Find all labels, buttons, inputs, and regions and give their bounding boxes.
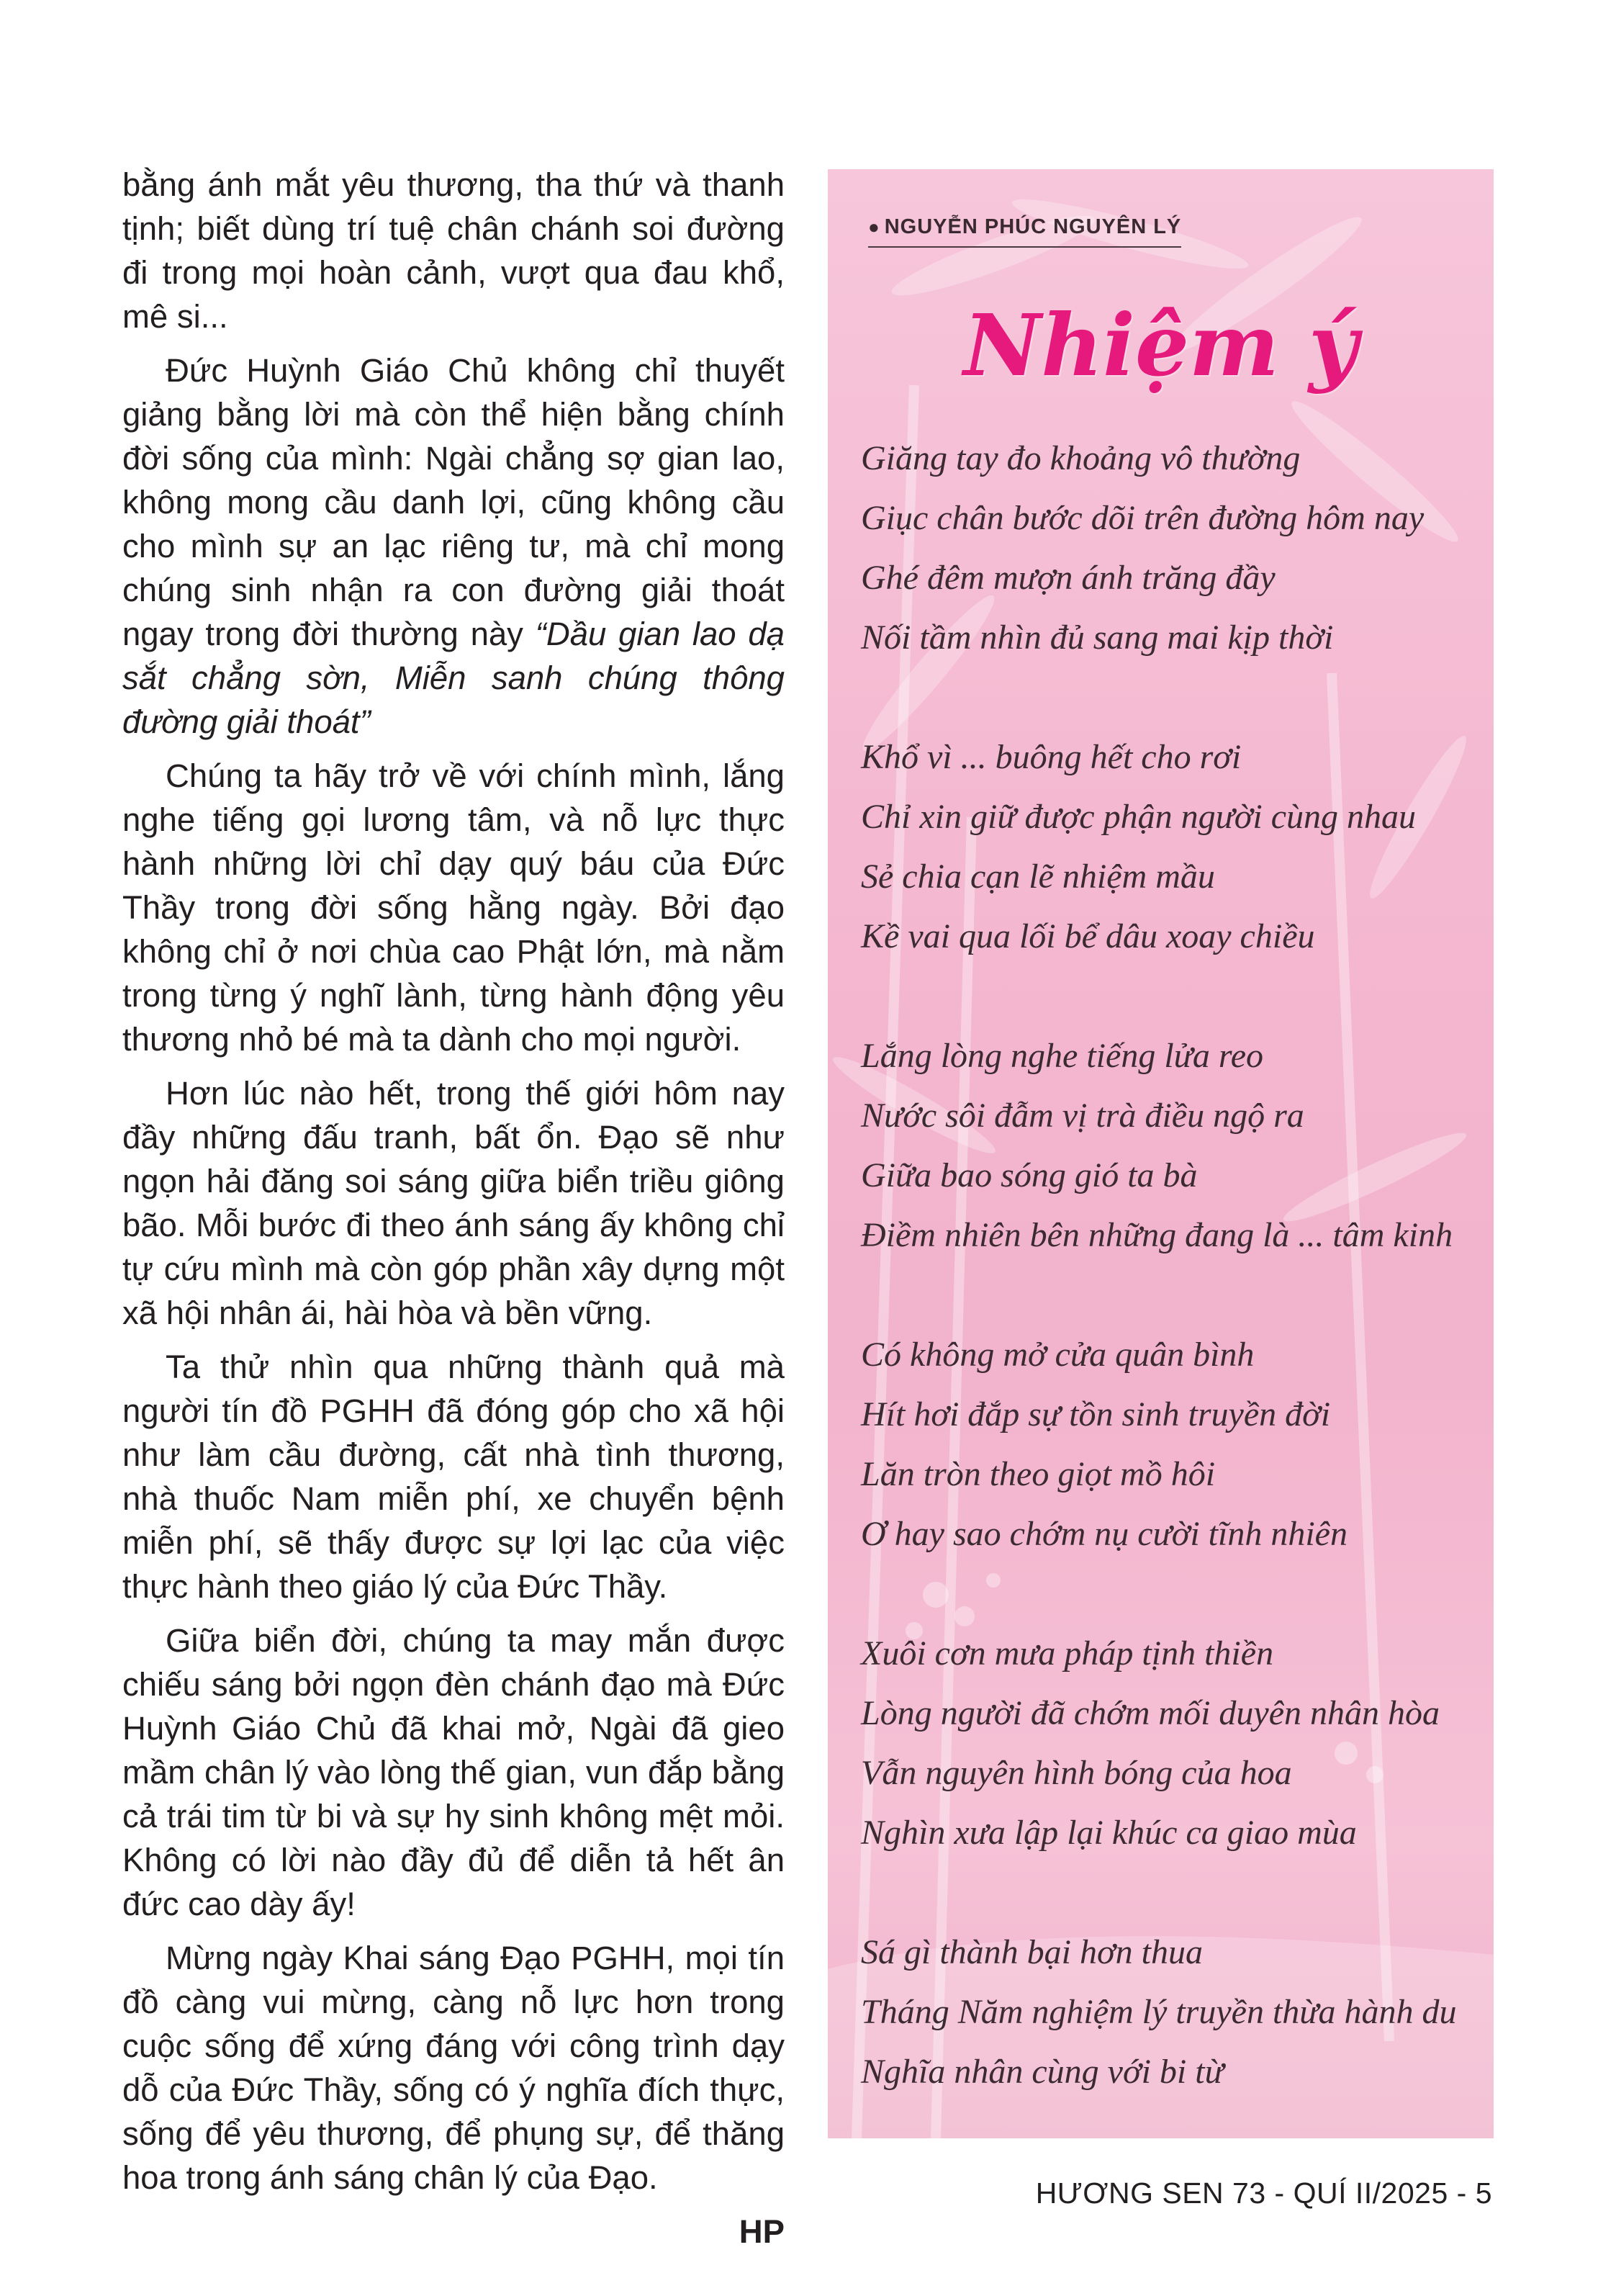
poem-line: Điềm nhiên bên những đang là ... tâm kinh [861, 1216, 1453, 1254]
poem-stanza-1 [861, 428, 1480, 667]
poem-line: Hít hơi đắp sự tồn sinh truyền đời [861, 1395, 1331, 1433]
bullet-icon: ● [868, 216, 880, 238]
article-signature: HP [739, 2213, 785, 2250]
poem-line: Nghìn xưa lập lại khúc ca giao mùa [861, 1814, 1357, 1852]
poem-line: Lăn tròn theo giọt mồ hôi [861, 1455, 1216, 1493]
poem-line: Lòng người đã chớm mối duyên nhân hòa [861, 1694, 1440, 1732]
poem-line: Giữa bao sóng gió ta bà [861, 1156, 1198, 1194]
article-paragraph-1: bằng ánh mắt yêu thương, tha thứ và thanh tịnh; biết dùng trí tuệ chân chánh soi đường đi trong mọi hoàn cảnh, vượt qua đau khổ, mê si... [122, 166, 785, 335]
poem-line: Giục chân bước dõi trên đường hôm nay [861, 499, 1425, 537]
poem-line: Lắng lòng nghe tiếng lửa reo [861, 1037, 1264, 1075]
poem-line: Ghé đêm mượn ánh trăng đầy [861, 559, 1276, 597]
poem-stanza-5 [861, 1624, 1480, 1863]
poem-line: Sá gì thành bại hơn thua [861, 1933, 1203, 1971]
poem-line: Nối tầm nhìn đủ sang mai kịp thời [861, 618, 1334, 657]
poem-line: Sẻ chia cạn lẽ nhiệm mầu [861, 857, 1215, 896]
poem-stanza-6 [861, 1922, 1480, 2102]
article-column [122, 163, 785, 2254]
article-paragraph-2-text: Đức Huỳnh Giáo Chủ không chỉ thuyết giảng bằng lời mà còn thể hiện bằng chính đời sống của mình: Ngài chẳng sợ gian lao, không mong cầu danh lợi, cũng không cầu cho mình sự an lạc riêng tư, mà chỉ mong chúng sinh nhận ra con đường giải thoát ngay trong đời thường này [122, 352, 785, 652]
poem-stanza-3 [861, 1026, 1480, 1265]
poem-author-name: NGUYỄN PHÚC NGUYÊN LÝ [884, 215, 1182, 238]
article-paragraph-3: Chúng ta hãy trở về với chính mình, lắng nghe tiếng gọi lương tâm, và nỗ lực thực hành những lời chỉ dạy quý báu của Đức Thầy trong đời sống hằng ngày. Bởi đạo không chỉ ở nơi chùa cao Phật lớn, mà nằm trong từng ý nghĩ lành, từng hành động yêu thương nhỏ bé mà ta dành cho mọi người. [122, 757, 785, 1058]
poem-stanza-4 [861, 1325, 1480, 1564]
poem-line: Xuôi cơn mưa pháp tịnh thiền [861, 1634, 1274, 1673]
poem-line: Có không mở cửa quân bình [861, 1336, 1255, 1374]
poem-author [868, 215, 1181, 248]
poem-title: Nhiệm ý [963, 295, 1358, 395]
article-paragraph-4: Hơn lúc nào hết, trong thế giới hôm nay đầy những đấu tranh, bất ổn. Đạo sẽ như ngọn hải đăng soi sáng giữa biển triều giông bão. Mỗi bước đi theo ánh sáng ấy không chỉ tự cứu mình mà còn góp phần xây dựng một xã hội nhân ái, hài hòa và bền vững. [122, 1075, 785, 1331]
page-footer: HƯƠNG SEN 73 - QUÍ II/2025 - 5 [1035, 2176, 1492, 2210]
poem-line: Kề vai qua lối bể dâu xoay chiều [861, 917, 1315, 955]
poem-stanza-2 [861, 727, 1480, 966]
article-quote: “Dầu gian lao dạ sắt chẳng sờn, Miễn sanh chúng thông đường giải thoát” [122, 616, 785, 740]
poem-line: Nghĩa nhân cùng với bi từ [861, 2053, 1224, 2091]
article-paragraph-6: Giữa biển đời, chúng ta may mắn được chiếu sáng bởi ngọn đèn chánh đạo mà Đức Huỳnh Giáo Chủ đã khai mở, Ngài đã gieo mầm chân lý vào lòng thế gian, vun đắp bằng cả trái tim từ bi và sự hy sinh không mệt mỏi. Không có lời nào đầy đủ để diễn tả hết ân đức cao dày ấy! [122, 1622, 785, 1922]
poem-line: Tháng Năm nghiệm lý truyền thừa hành du [861, 1993, 1457, 2031]
poem-body [861, 428, 1480, 2138]
poem-panel [828, 169, 1494, 2138]
article-paragraph-2 [122, 348, 785, 744]
article-paragraph-7: Mừng ngày Khai sáng Đạo PGHH, mọi tín đồ càng vui mừng, càng nỗ lực hơn trong cuộc sống để xứng đáng với công trình dạy dỗ của Đức Thầy, sống có ý nghĩa đích thực, sống để yêu thương, để phụng sự, để thăng hoa trong ánh sáng chân lý của Đạo. [122, 1940, 785, 2196]
poem-line: Giăng tay đo khoảng vô thường [861, 439, 1301, 477]
article-paragraph-5: Ta thử nhìn qua những thành quả mà người tín đồ PGHH đã đóng góp cho xã hội như làm cầu đường, cất nhà tình thương, nhà thuốc Nam miễn phí, xe chuyển bệnh miễn phí, sẽ thấy được sự lợi lạc của việc thực hành theo giáo lý của Đức Thầy. [122, 1349, 785, 1605]
poem-line: Nước sôi đẫm vị trà điều ngộ ra [861, 1097, 1304, 1135]
poem-line: Khổ vì ... buông hết cho rơi [861, 738, 1242, 776]
poem-line: Ơ hay sao chớm nụ cười tĩnh nhiên [861, 1515, 1348, 1553]
poem-line: Vẫn nguyên hình bóng của hoa [861, 1754, 1292, 1792]
poem-line: Chỉ xin giữ được phận người cùng nhau [861, 798, 1417, 836]
